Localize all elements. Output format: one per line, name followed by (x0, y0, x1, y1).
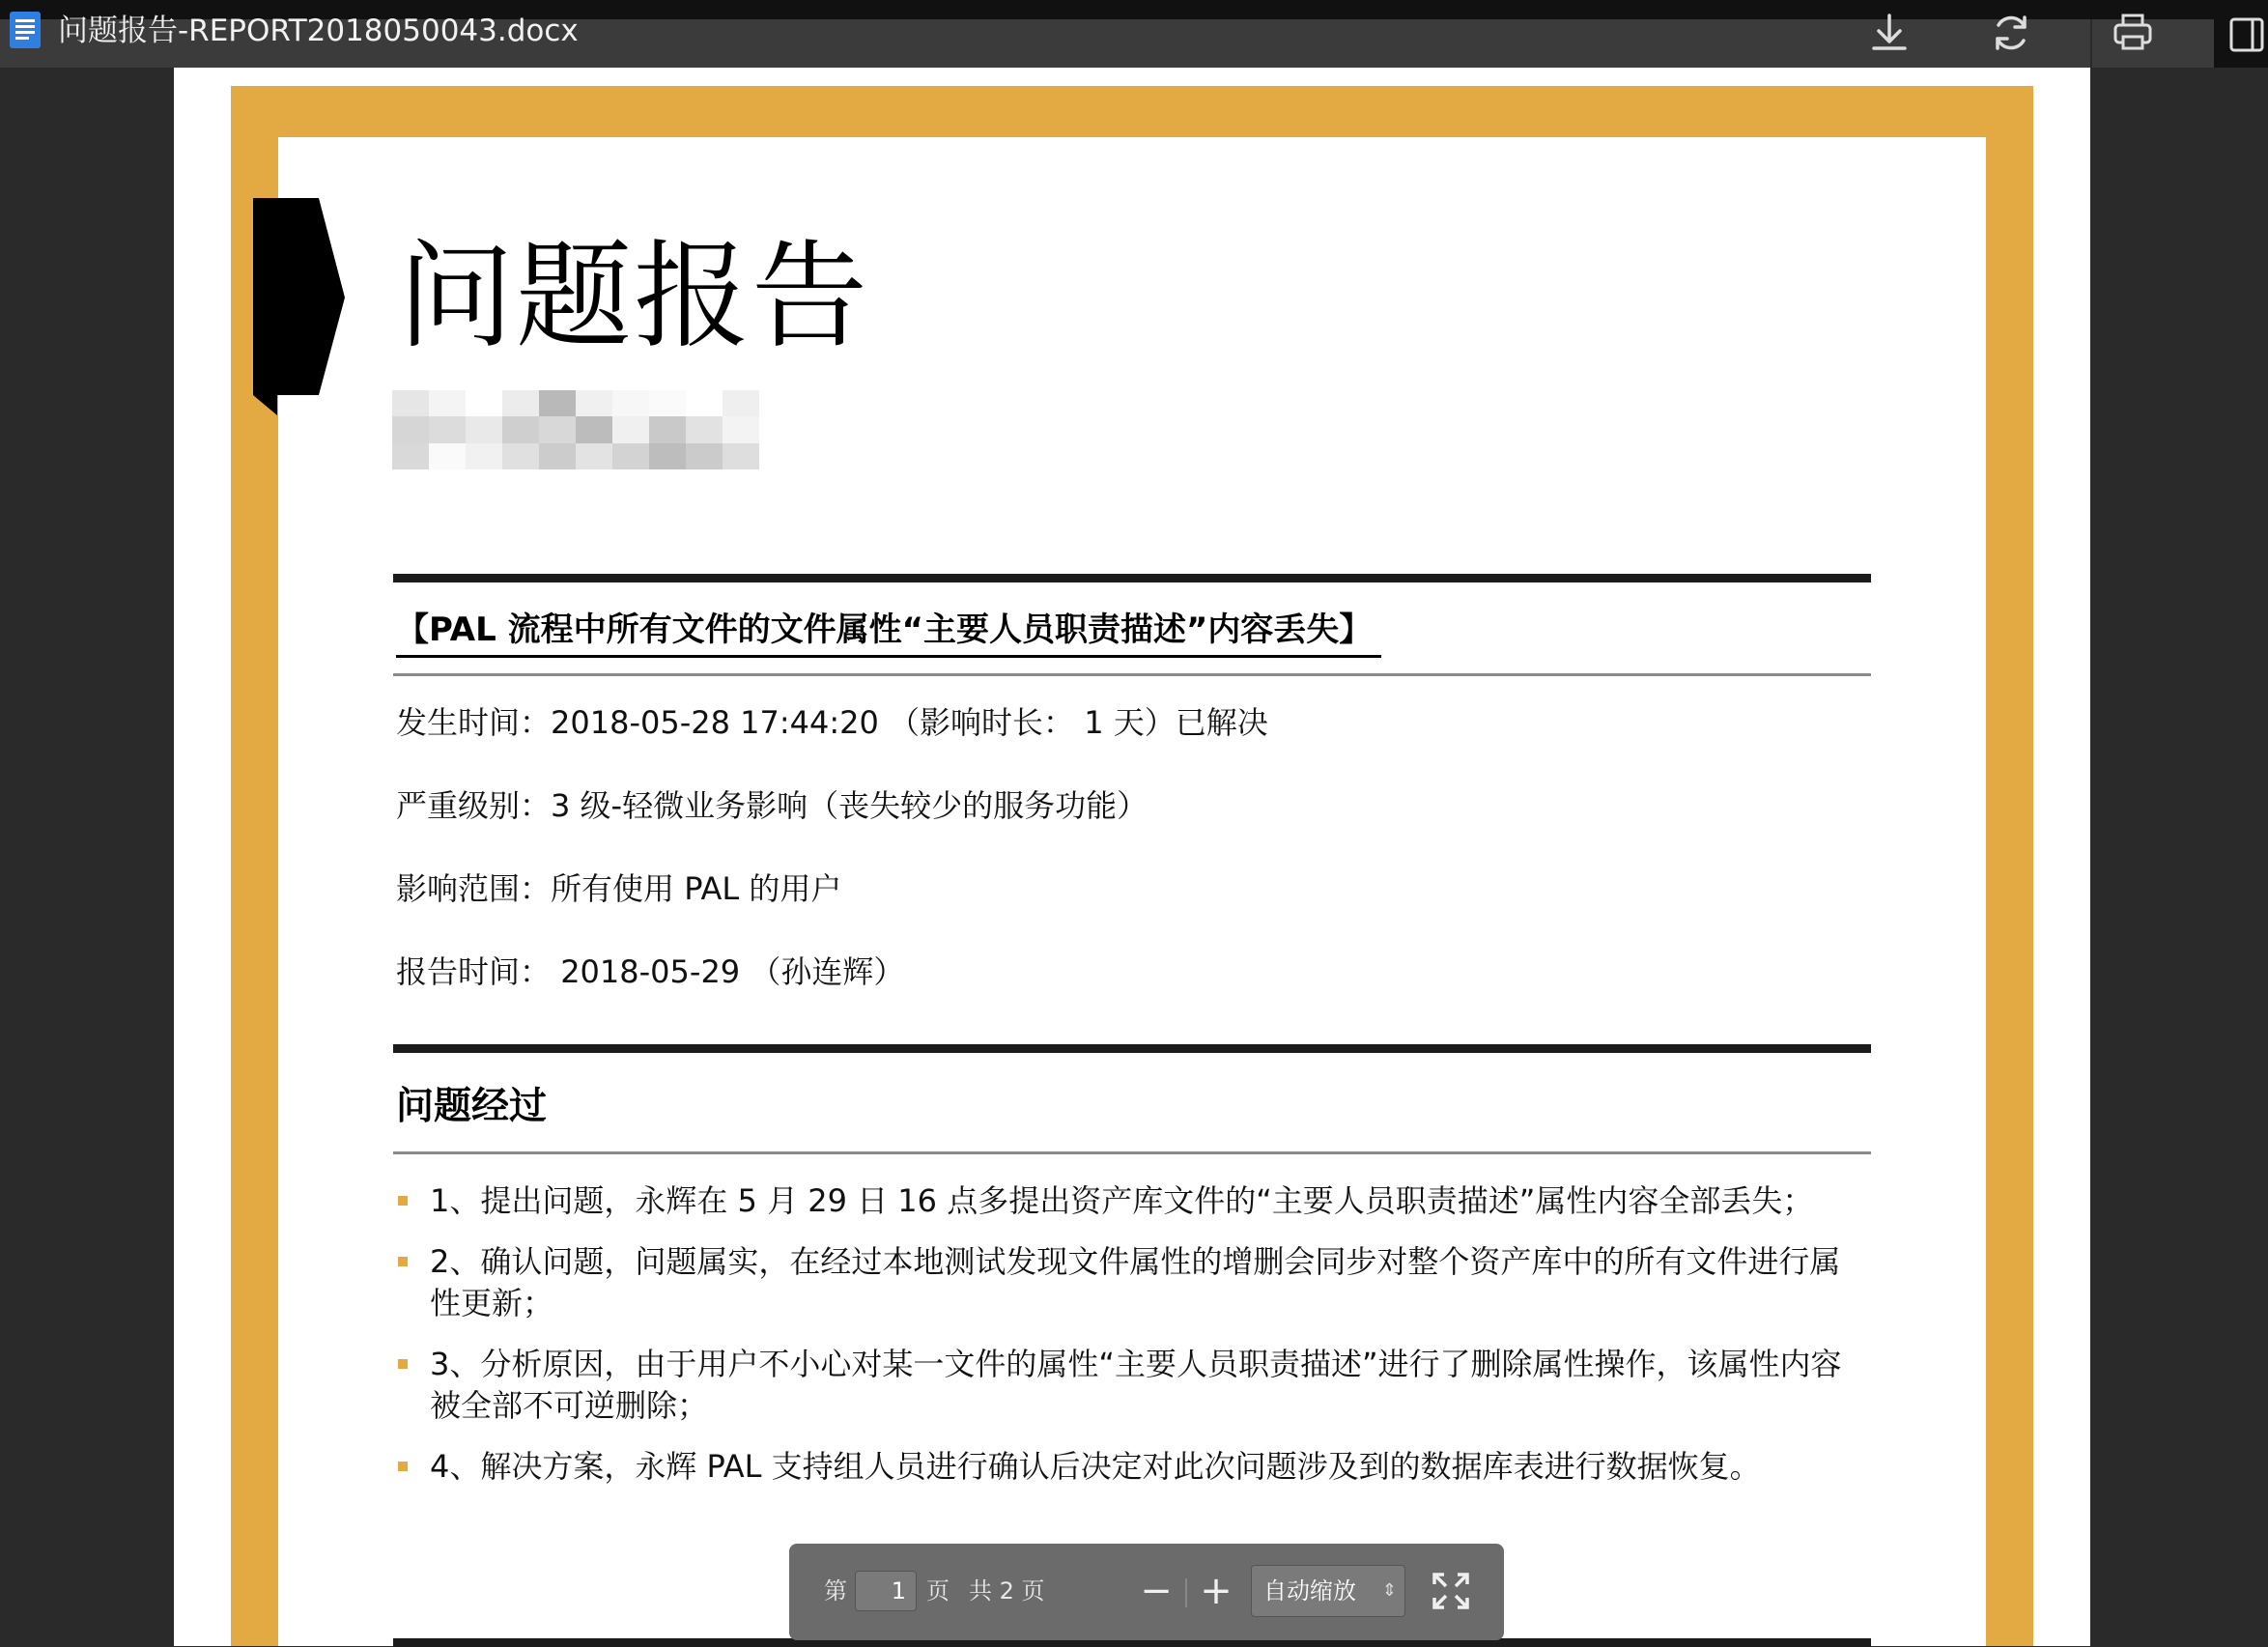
refresh-icon[interactable] (1984, 6, 2038, 60)
list-item (393, 1446, 1861, 1488)
pdf-page-toolbar (789, 1544, 1504, 1640)
info-report-time (396, 949, 904, 995)
bullet-square-icon (398, 1359, 408, 1369)
info-label: 报告时间： (396, 953, 552, 990)
incident-steps-list (393, 1180, 1861, 1507)
report-title: 【PAL 流程中所有文件的文件属性“主要人员职责描述”内容丢失】 (396, 605, 1381, 658)
divider-thick (393, 574, 1871, 582)
page-suffix-label: 页 (926, 1577, 950, 1604)
title-bar (0, 0, 2268, 68)
bullet-square-icon (398, 1257, 408, 1266)
info-label: 影响范围： (396, 870, 552, 907)
zoom-separator (1185, 1578, 1187, 1607)
list-item-text: 3、分析原因，由于用户不小心对某一文件的属性“主要人员职责描述”进行了删除属性操作，该属性内容被全部不可逆删除； (430, 1346, 1842, 1424)
info-label: 严重级别： (396, 787, 552, 824)
divider-thin (393, 1151, 1871, 1154)
list-item-text: 1、提出问题，永辉在 5 月 29 日 16 点多提出资产库文件的“主要人员职责描述”属性内容全部丢失； (430, 1182, 1814, 1219)
page-prefix-label: 第 (824, 1577, 847, 1604)
list-item-text: 2、确认问题，问题属实，在经过本地测试发现文件属性的增删会同步对整个资产库中的所有文件进行属性更新； (430, 1243, 1841, 1321)
document-icon (8, 10, 44, 50)
sidebar-toggle-button[interactable] (2214, 0, 2268, 68)
info-value: 2018-05-28 17:44:20 （影响时长： 1 天）已解决 (551, 704, 1268, 741)
sidebar-icon (2227, 15, 2266, 54)
list-item (393, 1344, 1861, 1427)
select-arrows-icon: ⇕ (1381, 1580, 1397, 1601)
zoom-level-value: 自动缩放 (1263, 1577, 1356, 1604)
info-scope (396, 866, 841, 912)
redacted-subtitle (392, 390, 759, 469)
info-label: 发生时间： (396, 704, 552, 741)
window-title: 问题报告-REPORT2018050043.docx (58, 14, 579, 48)
toolbar-divider (2090, 19, 2092, 68)
list-item (393, 1180, 1861, 1222)
info-severity (396, 782, 1148, 829)
total-pages-label: 共 2 页 (969, 1577, 1045, 1604)
info-value: 所有使用 PAL 的用户 (551, 870, 842, 907)
info-value: 2018-05-29 （孙连辉） (551, 953, 905, 990)
fullscreen-icon[interactable] (1429, 1569, 1473, 1613)
bullet-square-icon (398, 1462, 408, 1471)
print-icon[interactable] (2106, 6, 2160, 60)
section-title: 问题经过 (396, 1085, 548, 1128)
zoom-level-select[interactable] (1251, 1565, 1405, 1617)
list-item-text: 4、解决方案，永辉 PAL 支持组人员进行确认后决定对此次问题涉及到的数据库表进行数据恢复。 (430, 1448, 1761, 1485)
divider-thin (393, 673, 1871, 676)
divider-thick (393, 1044, 1871, 1053)
heading-tab-marker (253, 198, 345, 415)
info-value: 3 级-轻微业务影响（丧失较少的服务功能） (551, 787, 1148, 824)
zoom-out-button[interactable]: − (1140, 1569, 1173, 1613)
list-item (393, 1241, 1861, 1324)
document-heading: 问题报告 (398, 230, 869, 364)
bullet-square-icon (398, 1196, 408, 1206)
page-number-input[interactable]: 1 (855, 1571, 917, 1611)
zoom-in-button[interactable]: + (1200, 1569, 1233, 1613)
download-icon[interactable] (1862, 6, 1916, 60)
info-occurrence-time (396, 699, 1268, 746)
